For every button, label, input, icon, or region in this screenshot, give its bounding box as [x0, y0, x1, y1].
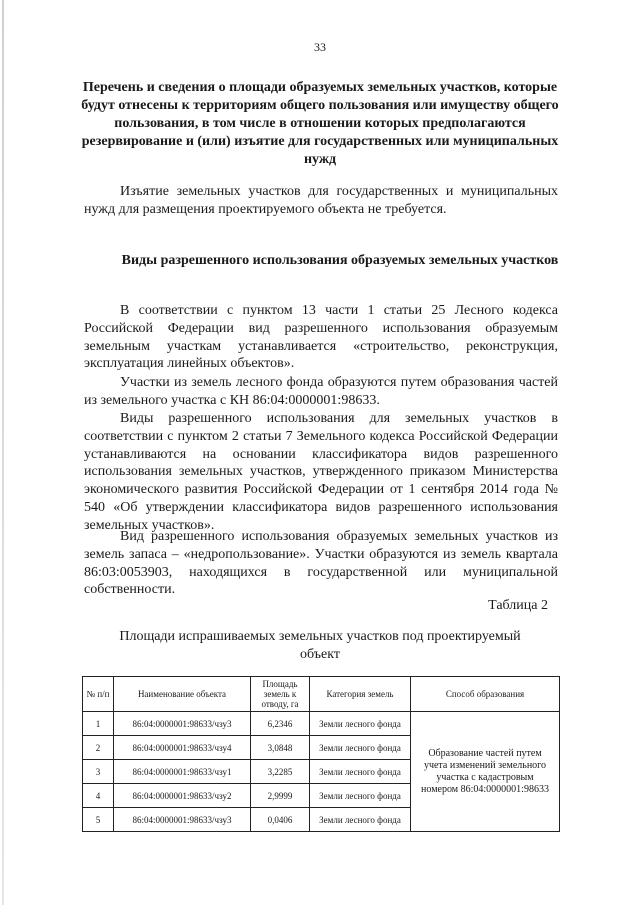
- row-name: 86:04:0000001:98633/чзу4: [114, 736, 251, 760]
- row-area: 2,9999: [251, 784, 310, 808]
- row-name: 86:04:0000001:98633/чзу3: [114, 712, 251, 736]
- paragraph-4: Вид разрешенного использования образуемых земельных участков из земель запаса – «недропользование». Участки образуются из земель квартала 86:03:0053903, находящихся в государственной или муниципальной собственности.: [84, 529, 558, 598]
- scan-edge: [2, 0, 4, 905]
- row-num: 5: [83, 808, 114, 832]
- header-category: Категория земель: [310, 677, 411, 712]
- header-method: Способ образования: [411, 677, 560, 712]
- row-category: Земли лесного фонда: [310, 760, 411, 784]
- table-label: Таблица 2: [488, 598, 548, 613]
- row-num: 2: [83, 736, 114, 760]
- row-name: 86:04:0000001:98633/чзу1: [114, 760, 251, 784]
- formation-method: Образование частей путем учета изменений земельного участка с кадастровым номером 86:04:0000001:98633: [411, 712, 560, 832]
- paragraph-2: Участки из земель лесного фонда образуются путем образования частей из земельного участка с КН 86:04:0000001:98633.: [84, 375, 558, 408]
- page-number: 33: [314, 40, 326, 54]
- row-category: Земли лесного фонда: [310, 784, 411, 808]
- row-name: 86:04:0000001:98633/чзу2: [114, 784, 251, 808]
- row-num: 1: [83, 712, 114, 736]
- row-category: Земли лесного фонда: [310, 712, 411, 736]
- paragraph-1: В соответствии с пунктом 13 части 1 статьи 25 Лесного кодекса Российской Федерации вид разрешенного использования образуемым земельным участкам устанавливается «строительство, реконструкция, эксплуатация линейных объектов».: [84, 303, 558, 372]
- paragraph-3: Виды разрешенного использования для земельных участков в соответствии с пунктом 2 статьи 7 Земельного кодекса Российской Федерации устанавливаются на основании классификатора видов разрешенного использования земельных участков, утвержденного приказом Министерства экономического развития Российской Федерации от 1 сентября 2014 года № 540 «Об утверждении классификатора видов разрешенного использования земельных участков».: [84, 411, 558, 533]
- document-title: Перечень и сведения о площади образуемых земельных участков, которые будут отнесены к территориям общего пользования или имуществу общего пользования, в том числе в отношении которых предполагаются резервирование и (или) изъятие для государственных или муниципальных нужд: [81, 80, 559, 167]
- row-num: 4: [83, 784, 114, 808]
- section-subtitle: Виды разрешенного использования образуемых земельных участков: [121, 253, 559, 268]
- table-header-row: [83, 677, 560, 712]
- land-plots-table: [82, 676, 560, 832]
- header-num: № п/п: [83, 677, 114, 712]
- row-area: 6,2346: [251, 712, 310, 736]
- intro-paragraph: Изъятие земельных участков для государственных и муниципальных нужд для размещения проектируемого объекта не требуется.: [84, 184, 558, 217]
- row-area: 3,0848: [251, 736, 310, 760]
- row-area: 0,0406: [251, 808, 310, 832]
- row-area: 3,2285: [251, 760, 310, 784]
- table-title: Площади испрашиваемых земельных участков под проектируемый объект: [119, 629, 521, 662]
- header-name: Наименование объекта: [114, 677, 251, 712]
- row-name: 86:04:0000001:98633/чзу3: [114, 808, 251, 832]
- row-category: Земли лесного фонда: [310, 808, 411, 832]
- header-area: Площадь земель к отводу, га: [251, 677, 310, 712]
- row-category: Земли лесного фонда: [310, 736, 411, 760]
- row-num: 3: [83, 760, 114, 784]
- table-row: [83, 712, 560, 736]
